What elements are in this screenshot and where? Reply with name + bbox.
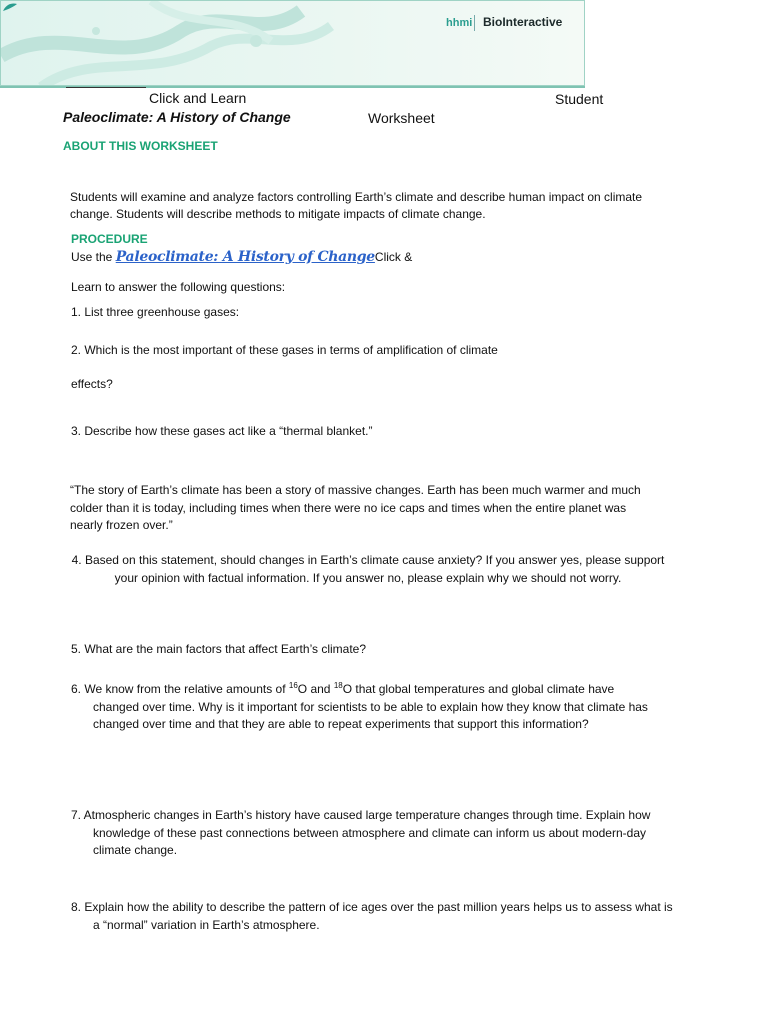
procedure-line bbox=[71, 249, 412, 266]
question-5: 5. What are the main factors that affect Earth’s climate? bbox=[71, 642, 367, 656]
superscript-18: 18 bbox=[333, 681, 343, 690]
question-2-continued: effects? bbox=[71, 377, 113, 391]
question-6-text-c: O that global temperatures and global climate have changed over time. Why is it important for scientists to be able to explain how they know that climate has changed over time and that they are able to repeat experiments that support this information? bbox=[93, 682, 648, 731]
student-label: Student bbox=[555, 91, 604, 107]
question-7: 7. Atmospheric changes in Earth’s history have caused large temperature changes through time. Explain how knowledge of these past connections between atmosphere and climate can inform us about modern-day climate change. bbox=[71, 808, 651, 857]
use-the-text: Use the bbox=[71, 250, 113, 264]
leaf-icon bbox=[1, 1, 19, 13]
worksheet-title: Paleoclimate: A History of Change bbox=[63, 109, 291, 125]
procedure-instruction: Learn to answer the following questions: bbox=[71, 280, 286, 294]
procedure-heading: PROCEDURE bbox=[71, 232, 148, 246]
question-6-text-a: 6. We know from the relative amounts of bbox=[71, 682, 289, 696]
about-text: Students will examine and analyze factors controlling Earth’s climate and describe human impact on climate change. Students will describe methods to mitigate impacts of climate change. bbox=[70, 190, 643, 221]
question-1: 1. List three greenhouse gases: bbox=[71, 305, 240, 319]
logo-divider bbox=[474, 15, 475, 31]
header-banner bbox=[0, 0, 585, 86]
question-8: 8. Explain how the ability to describe the pattern of ice ages over the past million years helps us to assess what is a “normal” variation in Earth’s atmosphere. bbox=[71, 900, 673, 932]
biointeractive-logo: BioInteractive bbox=[483, 15, 563, 29]
click-and-learn-label: Click and Learn bbox=[149, 90, 247, 106]
question-3: 3. Describe how these gases act like a “thermal blanket.” bbox=[71, 424, 373, 438]
decorative-swirl-graphic bbox=[1, 1, 585, 86]
about-heading: ABOUT THIS WORKSHEET bbox=[63, 139, 218, 153]
question-4: 4. Based on this statement, should changes in Earth’s climate cause anxiety? If you answer yes, please support your opinion with factual information. If you answer no, please explain why we should not worry. bbox=[71, 553, 665, 585]
hhmi-logo: hhmi bbox=[446, 17, 473, 29]
question-2: 2. Which is the most important of these gases in terms of amplification of climate bbox=[71, 343, 498, 357]
worksheet-label: Worksheet bbox=[368, 110, 435, 126]
title-underline bbox=[66, 87, 146, 88]
climate-quote: “The story of Earth’s climate has been a story of massive changes. Earth has been much warmer and much colder than it is today, including times when there were no ice caps and times when the entire planet was nearly frozen over.” bbox=[70, 483, 641, 532]
question-6-text-b: O and bbox=[297, 682, 334, 696]
click-text: Click & bbox=[374, 250, 413, 264]
superscript-16: 16 bbox=[288, 681, 298, 690]
paleoclimate-link[interactable]: Paleoclimate: A History of Change bbox=[115, 249, 375, 265]
question-6 bbox=[71, 681, 663, 734]
